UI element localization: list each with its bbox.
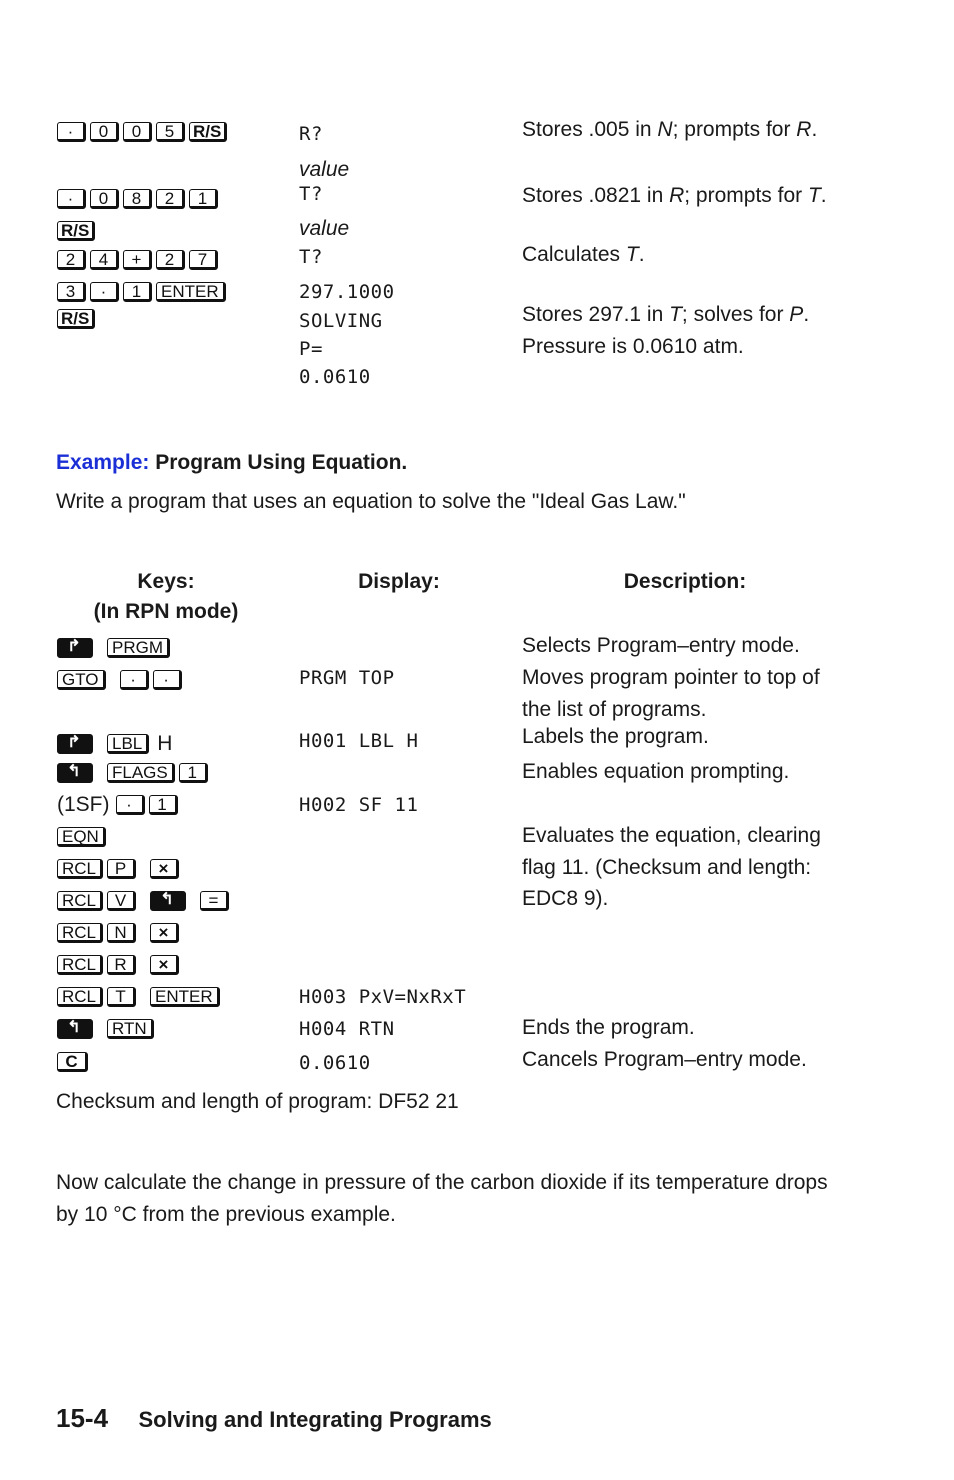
keys-row	[57, 889, 229, 913]
display-text: H004 RTN	[299, 1018, 395, 1040]
display-text: SOLVING	[299, 310, 383, 332]
page-number: 15-4	[56, 1403, 109, 1433]
description-text: Stores 297.1 in T; solves for P.	[522, 303, 810, 326]
display-text: H002 SF 11	[299, 794, 419, 816]
key-5: 5	[156, 122, 185, 142]
keys-row	[57, 985, 220, 1009]
left-shift-key: ↰	[150, 891, 186, 911]
key-decimal: ·	[57, 122, 86, 142]
key-n: N	[107, 923, 136, 943]
header-display: Display:	[358, 570, 440, 593]
keys-row	[57, 921, 179, 945]
right-shift-key: ↱	[57, 734, 93, 754]
checksum-note: Checksum and length of program: DF52 21	[56, 1090, 459, 1113]
keys-row-6	[57, 307, 95, 331]
key-2: 2	[156, 189, 185, 209]
display-text: T?	[299, 246, 323, 268]
key-enter: ENTER	[156, 282, 226, 302]
key-flags: FLAGS	[107, 763, 175, 783]
left-shift-key: ↰	[57, 763, 93, 783]
description-text: Ends the program.	[522, 1016, 695, 1039]
key-clear: C	[57, 1052, 88, 1072]
display-value-italic: value	[299, 158, 350, 181]
key-run-stop: R/S	[189, 122, 227, 142]
key-0: 0	[123, 122, 152, 142]
description-text: flag 11. (Checksum and length:	[522, 856, 812, 879]
key-8: 8	[123, 189, 152, 209]
key-rcl: RCL	[57, 891, 103, 911]
example-heading	[56, 451, 407, 475]
key-1: 1	[149, 795, 178, 815]
chapter-title: Solving and Integrating Programs	[138, 1407, 492, 1432]
key-decimal: ·	[90, 282, 119, 302]
keys-row-4	[57, 248, 218, 272]
description-text: Enables equation prompting.	[522, 760, 790, 783]
page-footer	[56, 1403, 492, 1434]
description-text: Selects Program–entry mode.	[522, 634, 800, 657]
key-decimal: ·	[120, 670, 149, 690]
description-text: Stores .005 in N; prompts for R.	[522, 118, 818, 141]
keys-row	[57, 761, 208, 785]
display-text: 297.1000	[299, 281, 395, 303]
paragraph-line-1: Now calculate the change in pressure of the carbon dioxide if its temperature drops	[56, 1171, 828, 1194]
keys-row	[57, 1050, 88, 1074]
example-title: Program Using Equation.	[155, 451, 408, 474]
label-letter: H	[157, 732, 173, 755]
key-p: P	[107, 859, 136, 879]
key-2: 2	[156, 250, 185, 270]
keys-row	[57, 1017, 154, 1041]
keys-row	[57, 732, 172, 756]
keys-row-3	[57, 219, 95, 243]
key-run-stop: R/S	[57, 221, 95, 241]
key-eqn: EQN	[57, 827, 106, 847]
key-rcl: RCL	[57, 987, 103, 1007]
display-text: 0.0610	[299, 366, 371, 388]
key-2: 2	[57, 250, 86, 270]
keys-row	[57, 857, 179, 881]
key-1: 1	[179, 763, 208, 783]
example-label: Example:	[56, 451, 150, 474]
key-decimal: ·	[57, 189, 86, 209]
display-text: R?	[299, 123, 323, 145]
description-text-cont: the list of programs.	[522, 698, 707, 721]
display-text: P=	[299, 338, 323, 360]
keys-row	[57, 953, 179, 977]
keys-row	[57, 636, 170, 660]
key-1: 1	[189, 189, 218, 209]
key-rtn: RTN	[107, 1019, 154, 1039]
key-0: 0	[90, 189, 119, 209]
description-text: Cancels Program–entry mode.	[522, 1048, 807, 1071]
display-text: T?	[299, 183, 323, 205]
description-text: Pressure is 0.0610 atm.	[522, 335, 744, 358]
display-text: H003 PxV=NxRxT	[299, 986, 467, 1008]
key-1: 1	[123, 282, 152, 302]
key-plus: +	[123, 250, 152, 270]
keys-row	[57, 825, 106, 849]
key-4: 4	[90, 250, 119, 270]
description-text: Moves program pointer to top of	[522, 666, 820, 689]
key-r: R	[107, 955, 136, 975]
flag-menu-hint: (1SF)	[57, 793, 110, 816]
keys-row-2	[57, 187, 218, 211]
description-text: Calculates T.	[522, 243, 645, 266]
key-decimal: ·	[153, 670, 182, 690]
key-prgm: PRGM	[107, 638, 170, 658]
display-text: 0.0610	[299, 1052, 371, 1074]
description-text: Stores .0821 in R; prompts for T.	[522, 184, 827, 207]
key-3: 3	[57, 282, 86, 302]
key-enter: ENTER	[150, 987, 220, 1007]
keys-row	[57, 668, 182, 692]
keys-row-1	[57, 120, 227, 144]
key-lbl: LBL	[107, 734, 149, 754]
key-t: T	[107, 987, 136, 1007]
key-v: V	[107, 891, 136, 911]
description-text: Evaluates the equation, clearing	[522, 824, 821, 847]
key-equals: =	[200, 891, 229, 911]
key-rcl: RCL	[57, 859, 103, 879]
key-rcl: RCL	[57, 955, 103, 975]
keys-row	[57, 793, 178, 817]
key-multiply: ×	[150, 923, 179, 943]
example-intro: Write a program that uses an equation to solve the "Ideal Gas Law."	[56, 490, 686, 513]
display-value-italic: value	[299, 217, 350, 240]
key-rcl: RCL	[57, 923, 103, 943]
description-text: EDC8 9).	[522, 887, 609, 910]
description-text: Labels the program.	[522, 725, 709, 748]
key-multiply: ×	[150, 955, 179, 975]
key-7: 7	[189, 250, 218, 270]
paragraph-line-2: by 10 °C from the previous example.	[56, 1203, 396, 1226]
header-keys-sub: (In RPN mode)	[93, 600, 239, 623]
left-shift-key: ↰	[57, 1019, 93, 1039]
key-decimal: ·	[116, 795, 145, 815]
key-run-stop: R/S	[57, 309, 95, 329]
key-gto: GTO	[57, 670, 106, 690]
display-text: H001 LBL H	[299, 730, 419, 752]
keys-row-5	[57, 280, 226, 304]
header-keys-label: Keys:	[137, 570, 195, 593]
header-description: Description:	[623, 570, 747, 593]
display-text: PRGM TOP	[299, 667, 395, 689]
key-0: 0	[90, 122, 119, 142]
header-keys	[60, 567, 272, 627]
key-multiply: ×	[150, 859, 179, 879]
right-shift-key: ↱	[57, 638, 93, 658]
